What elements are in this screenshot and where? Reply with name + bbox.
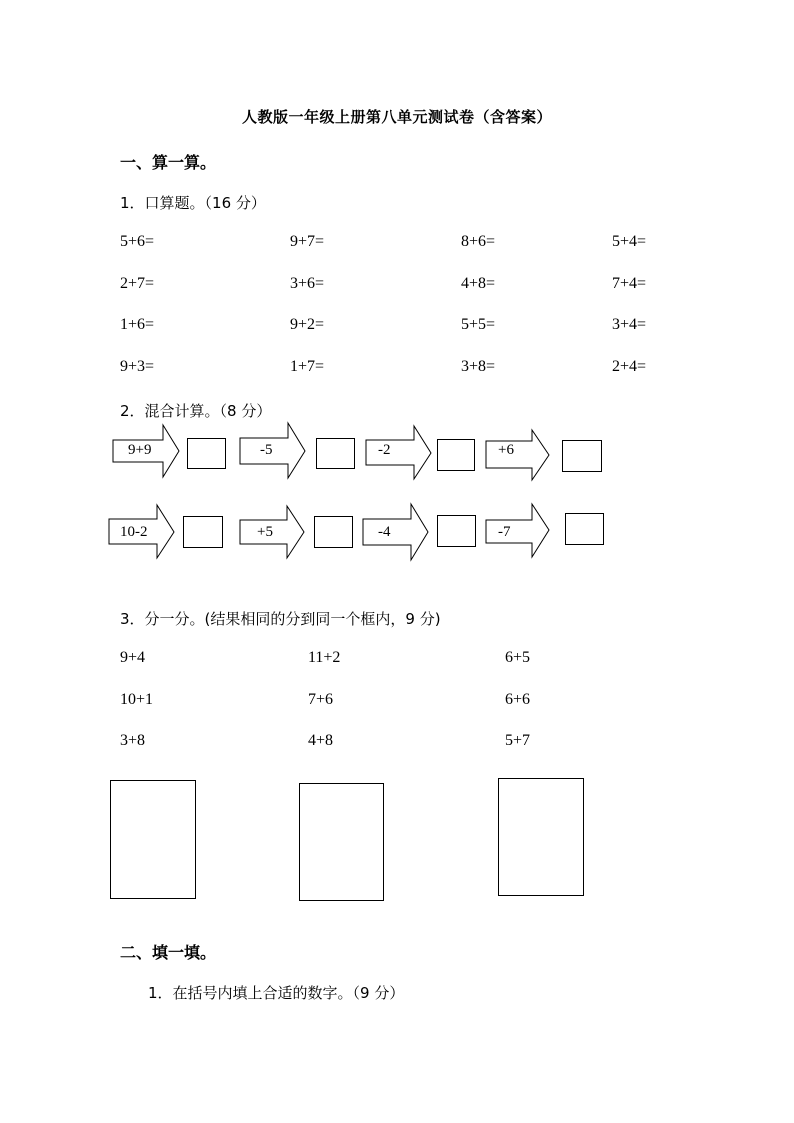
calc-item: 2+4= [612,358,647,375]
calc-item: 1+6= [120,316,155,333]
sort-item: 3+8 [120,732,146,749]
calc-item: 3+6= [290,275,325,292]
sort-item: 6+6 [505,691,531,708]
q3-label: 3．分一分。(结果相同的分到同一个框内，9 分) [120,610,441,628]
answer-box[interactable] [565,513,604,545]
calc-item: 5+5= [461,316,496,333]
arrow-label: -7 [498,524,511,540]
answer-box[interactable] [562,440,602,472]
arrow-label: +6 [498,442,514,458]
calc-item: 2+7= [120,275,155,292]
arrow-label: 9+9 [128,442,152,458]
arrow-shape [363,504,428,560]
s2-q1-label: 1．在括号内填上合适的数字。（9 分） [148,984,405,1002]
calc-item: 7+4= [612,275,647,292]
calc-item: 1+7= [290,358,325,375]
sort-item: 11+2 [308,649,341,666]
q2-label: 2．混合计算。（8 分） [120,402,272,420]
sort-item: 7+6 [308,691,334,708]
arrow-shape [486,430,549,480]
arrow-label: -5 [260,442,273,458]
arrow-shape [486,504,549,557]
sort-item: 9+4 [120,649,146,666]
calc-item: 5+6= [120,233,155,250]
answer-box[interactable] [437,439,475,471]
sort-item: 4+8 [308,732,334,749]
sort-box[interactable] [299,783,384,901]
calc-item: 4+8= [461,275,496,292]
arrow-shape [366,426,431,479]
section-2-heading: 二、填一填。 [120,943,217,962]
calc-item: 9+2= [290,316,325,333]
arrow-label: -4 [378,524,391,540]
calc-item: 9+3= [120,358,155,375]
sort-box[interactable] [498,778,584,896]
arrow-label: 10-2 [120,524,148,540]
answer-box[interactable] [187,438,226,469]
answer-box[interactable] [437,515,476,547]
sort-item: 6+5 [505,649,531,666]
calc-item: 8+6= [461,233,496,250]
arrow-label: +5 [257,524,273,540]
page-title: 人教版一年级上册第八单元测试卷（含答案） [241,108,552,126]
arrow-shape [240,423,305,478]
calc-item: 3+8= [461,358,496,375]
arrow-label: -2 [378,442,391,458]
calc-item: 3+4= [612,316,647,333]
answer-box[interactable] [316,438,355,469]
sort-item: 5+7 [505,732,531,749]
calc-item: 9+7= [290,233,325,250]
section-1-heading: 一、算一算。 [120,153,217,172]
sort-item: 10+1 [120,691,154,708]
answer-box[interactable] [183,516,223,548]
answer-box[interactable] [314,516,353,548]
sort-box[interactable] [110,780,196,899]
q1-label: 1．口算题。（16 分） [120,194,266,212]
calc-item: 5+4= [612,233,647,250]
